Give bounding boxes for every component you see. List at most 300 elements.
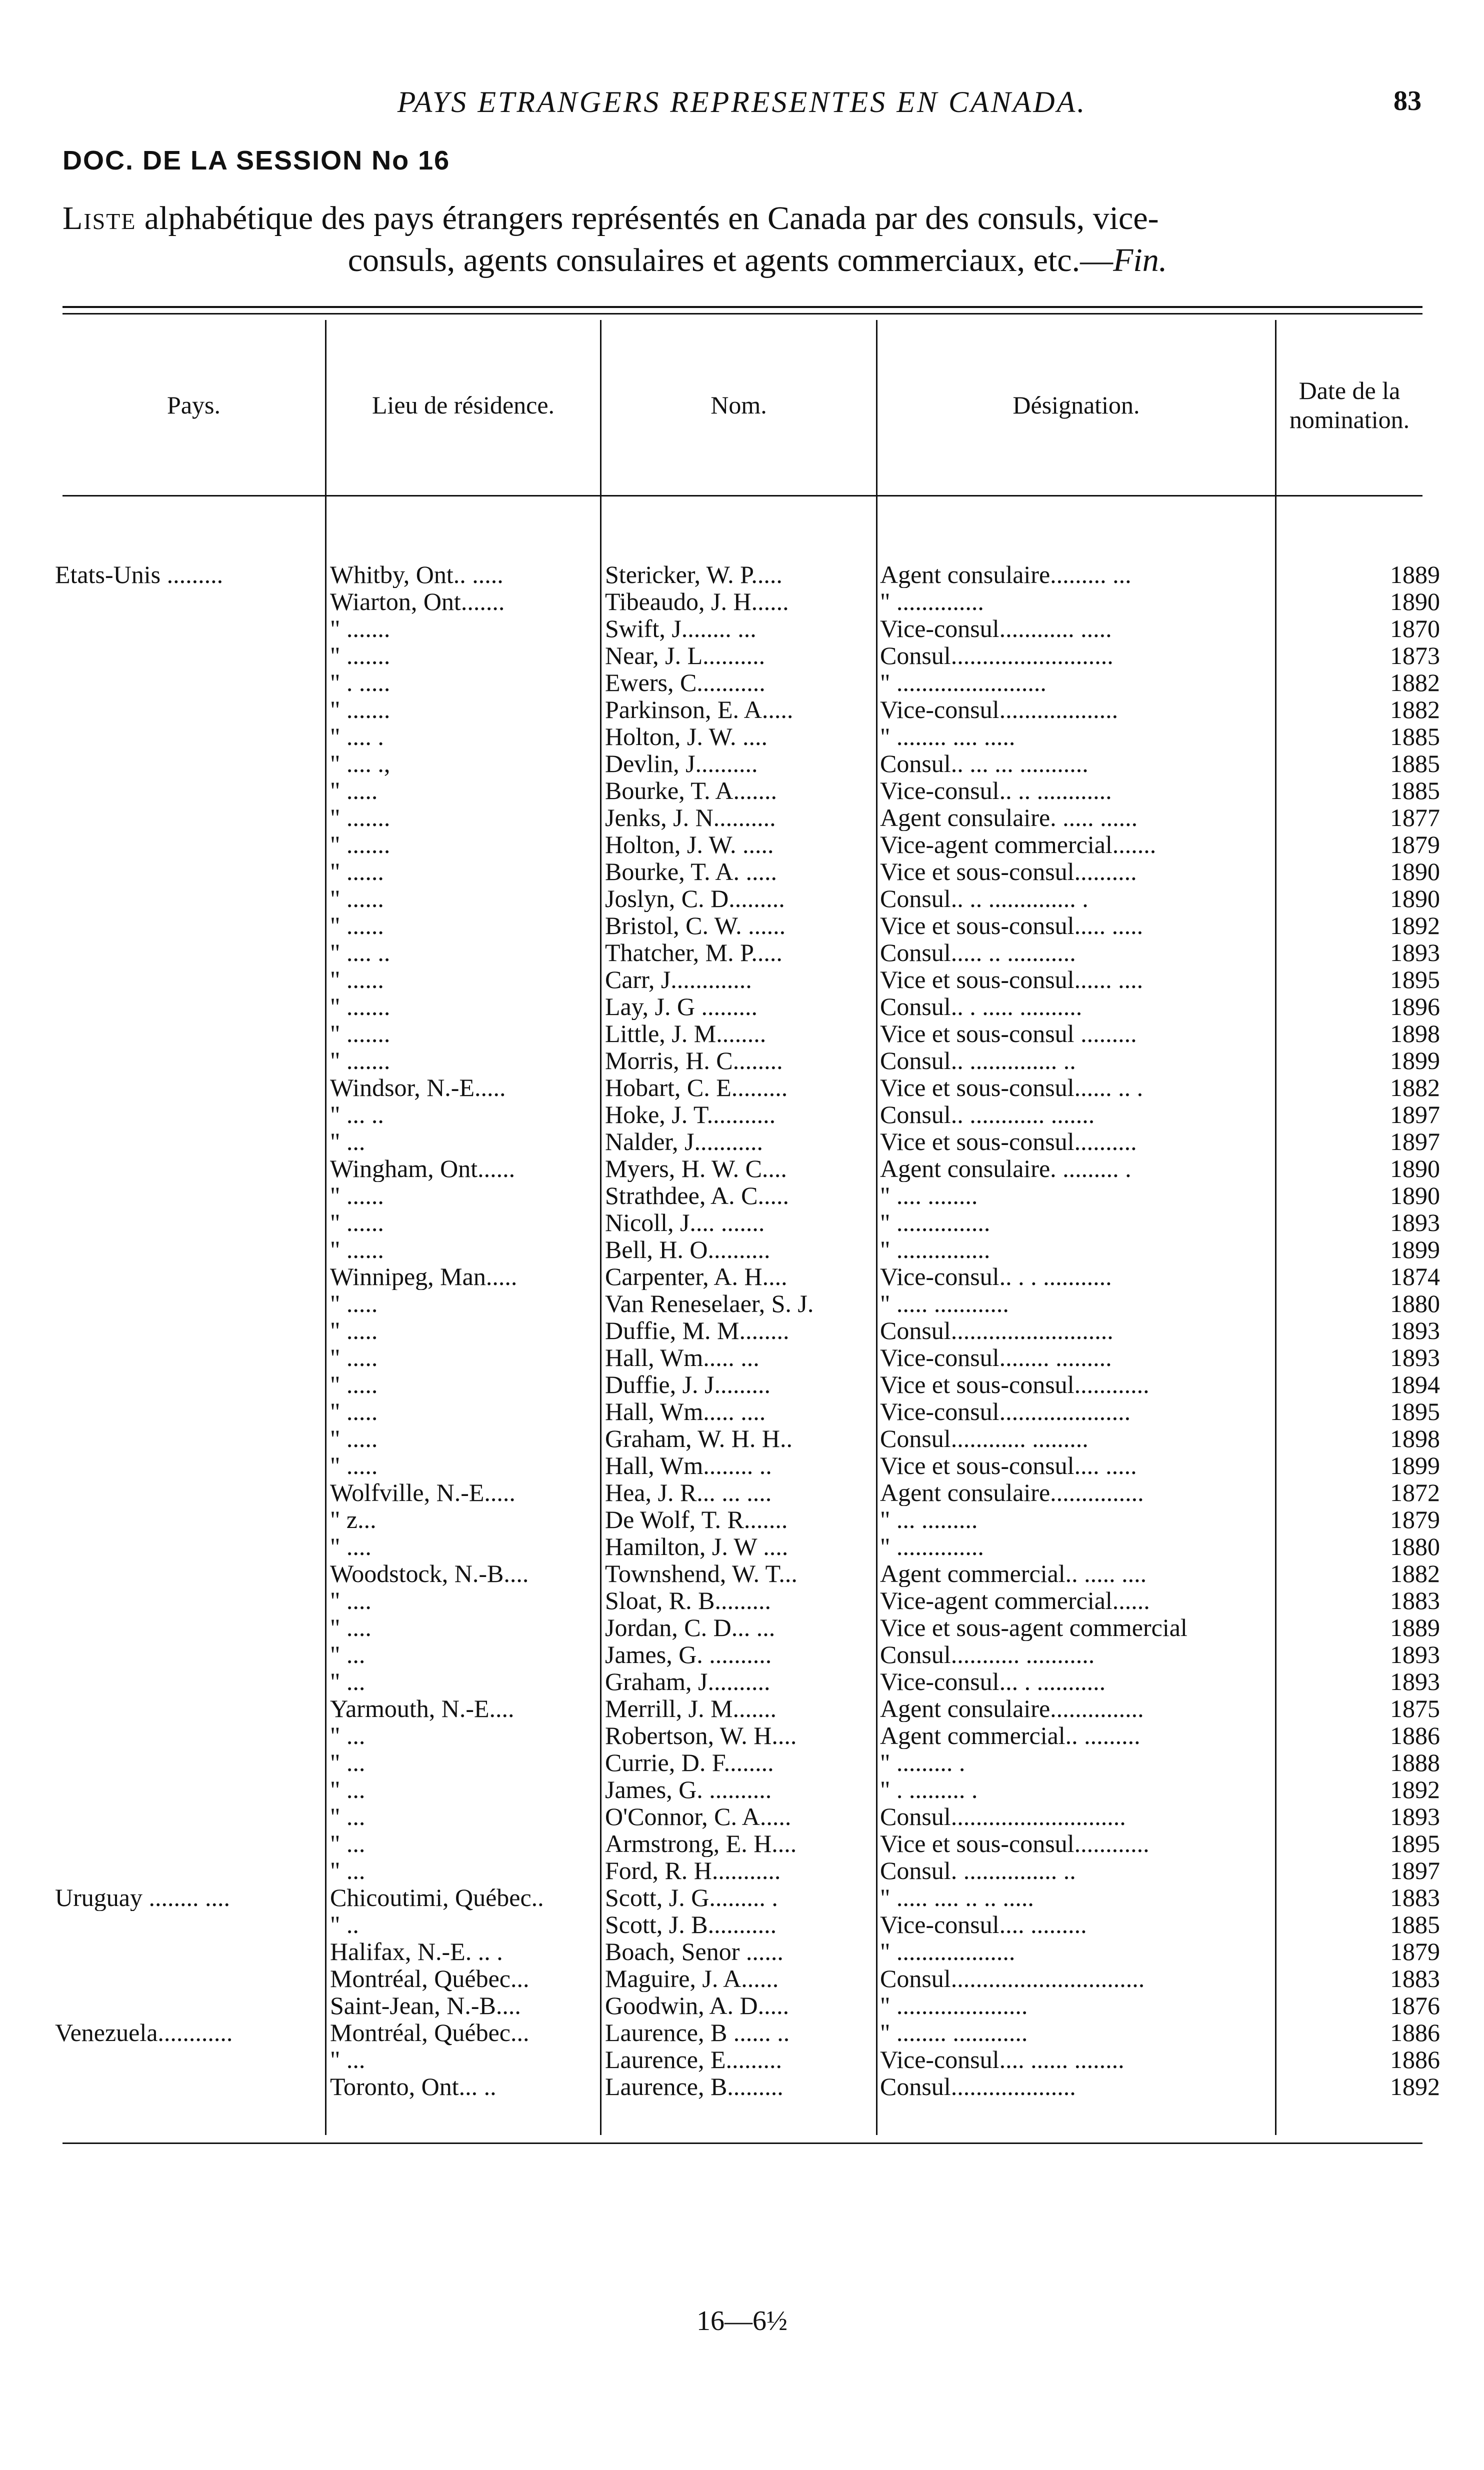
cell-nom: Near, J. L.......... <box>605 642 766 669</box>
cell-nom: Laurence, B ...... .. <box>605 2019 790 2046</box>
cell-lieu: " ...... <box>330 966 384 993</box>
cell-nom: Swift, J........ ... <box>605 615 756 642</box>
cell-nom: Sloat, R. B......... <box>605 1587 771 1614</box>
cell-lieu: " ..... <box>330 1452 378 1479</box>
cell-nom: Devlin, J.......... <box>605 750 758 777</box>
cell-lieu: Wiarton, Ont....... <box>330 588 505 615</box>
cell-pays: Venezuela............ <box>55 2019 233 2046</box>
table-row <box>0 912 1484 939</box>
cell-date: 1899 <box>1390 1452 1440 1479</box>
cell-des: Vice et sous-consul.......... <box>880 1128 1137 1155</box>
cell-nom: Parkinson, E. A..... <box>605 696 794 723</box>
table-row <box>0 966 1484 993</box>
table-row <box>0 588 1484 615</box>
table-row <box>0 1587 1484 1614</box>
cell-nom: Ewers, C........... <box>605 669 766 696</box>
cell-date: 1895 <box>1390 1830 1440 1857</box>
table-row <box>0 1722 1484 1749</box>
cell-nom: Duffie, M. M........ <box>605 1317 790 1344</box>
caption-fin: Fin. <box>1113 242 1168 278</box>
cell-des: Vice et sous-consul ......... <box>880 1020 1137 1047</box>
cell-lieu: " z... <box>330 1506 376 1533</box>
cell-date: 1898 <box>1390 1020 1440 1047</box>
table-row <box>0 1479 1484 1506</box>
cell-nom: Morris, H. C........ <box>605 1047 783 1074</box>
cell-date: 1886 <box>1390 2019 1440 2046</box>
cell-nom: O'Connor, C. A..... <box>605 1803 792 1830</box>
cell-lieu: " ... <box>330 1857 366 1884</box>
cell-lieu: " ... .. <box>330 1101 384 1128</box>
cell-des: Consul..... .. ........... <box>880 939 1076 966</box>
cell-des: Vice et sous-consul.......... <box>880 858 1137 885</box>
cell-date: 1898 <box>1390 1425 1440 1452</box>
cell-date: 1888 <box>1390 1749 1440 1776</box>
table-row <box>0 1074 1484 1101</box>
table-row <box>0 804 1484 831</box>
cell-nom: Laurence, B......... <box>605 2073 784 2100</box>
table-row <box>0 939 1484 966</box>
col-header-pays: Pays. <box>167 391 220 419</box>
cell-lieu: " ...... <box>330 1236 384 1263</box>
cell-des: " .............. <box>880 1533 984 1560</box>
table-row <box>0 1668 1484 1695</box>
caption-line1: alphabétique des pays étrangers représentés en Canada par des consuls, vice- <box>144 200 1159 236</box>
cell-des: " ......... . <box>880 1749 966 1776</box>
cell-nom: Van Reneselaer, S. J. <box>605 1290 814 1317</box>
cell-des: Consul. ............... .. <box>880 1857 1076 1884</box>
table-row <box>0 642 1484 669</box>
cell-lieu: Woodstock, N.-B.... <box>330 1560 529 1587</box>
table-row <box>0 885 1484 912</box>
cell-lieu: Chicoutimi, Québec.. <box>330 1884 544 1911</box>
cell-des: Consul.................... <box>880 2073 1076 2100</box>
bottom-rule <box>62 2142 1422 2144</box>
cell-date: 1895 <box>1390 966 1440 993</box>
table-row <box>0 1398 1484 1425</box>
cell-des: Consul.. . ..... .......... <box>880 993 1082 1020</box>
cell-date: 1892 <box>1390 1776 1440 1803</box>
cell-des: Vice-consul.. . . ........... <box>880 1263 1112 1290</box>
cell-des: Agent consulaire............... <box>880 1479 1144 1506</box>
cell-nom: Hall, Wm..... ... <box>605 1344 760 1371</box>
cell-des: Agent commercial.. ..... .... <box>880 1560 1147 1587</box>
cell-nom: Bourke, T. A. ..... <box>605 858 777 885</box>
table-row <box>0 669 1484 696</box>
cell-date: 1870 <box>1390 615 1440 642</box>
cell-pays: Etats-Unis ......... <box>55 561 224 588</box>
cell-lieu: " ....... <box>330 696 390 723</box>
cell-lieu: Halifax, N.-E. .. . <box>330 1938 503 1965</box>
page-number: 83 <box>1394 86 1422 116</box>
cell-nom: Graham, J.......... <box>605 1668 770 1695</box>
table-row <box>0 1155 1484 1182</box>
cell-lieu: " ..... <box>330 1398 378 1425</box>
cell-des: Consul.. ............ ....... <box>880 1101 1095 1128</box>
table-row <box>0 993 1484 1020</box>
cell-nom: Nalder, J........... <box>605 1128 763 1155</box>
header-rule <box>62 495 1422 496</box>
cell-nom: Graham, W. H. H.. <box>605 1425 792 1452</box>
cell-date: 1899 <box>1390 1236 1440 1263</box>
cell-lieu: " ....... <box>330 615 390 642</box>
cell-des: Vice et sous-agent commercial <box>880 1614 1188 1641</box>
cell-date: 1893 <box>1390 1668 1440 1695</box>
cell-des: Vice et sous-consul............ <box>880 1830 1150 1857</box>
cell-des: " ................... <box>880 1938 1016 1965</box>
table-row <box>0 1371 1484 1398</box>
table-row <box>0 858 1484 885</box>
cell-nom: Hea, J. R... ... .... <box>605 1479 772 1506</box>
cell-date: 1897 <box>1390 1857 1440 1884</box>
cell-date: 1879 <box>1390 1938 1440 1965</box>
cell-date: 1885 <box>1390 777 1440 804</box>
table-row <box>0 1290 1484 1317</box>
cell-date: 1872 <box>1390 1479 1440 1506</box>
cell-date: 1897 <box>1390 1128 1440 1155</box>
table-row <box>0 1830 1484 1857</box>
cell-date: 1892 <box>1390 912 1440 939</box>
table-row <box>0 1884 1484 1911</box>
cell-des: Vice-agent commercial....... <box>880 831 1156 858</box>
cell-date: 1892 <box>1390 2073 1440 2100</box>
cell-date: 1877 <box>1390 804 1440 831</box>
table-row <box>0 1911 1484 1938</box>
table-row <box>0 777 1484 804</box>
cell-lieu: " .... <box>330 1587 372 1614</box>
cell-lieu: " ... <box>330 1668 366 1695</box>
cell-lieu: " ...... <box>330 858 384 885</box>
cell-des: " .............. <box>880 588 984 615</box>
cell-date: 1889 <box>1390 1614 1440 1641</box>
cell-date: 1879 <box>1390 1506 1440 1533</box>
table-row <box>0 1317 1484 1344</box>
cell-des: " ........ .... ..... <box>880 723 1016 750</box>
table-row <box>0 1020 1484 1047</box>
cell-nom: Maguire, J. A...... <box>605 1965 779 1992</box>
col-header-lieu: Lieu de résidence. <box>372 391 555 419</box>
cell-date: 1895 <box>1390 1398 1440 1425</box>
cell-nom: Duffie, J. J......... <box>605 1371 771 1398</box>
table-row <box>0 1965 1484 1992</box>
cell-nom: Jenks, J. N.......... <box>605 804 776 831</box>
cell-lieu: Yarmouth, N.-E.... <box>330 1695 514 1722</box>
cell-lieu: Wolfville, N.-E..... <box>330 1479 516 1506</box>
cell-date: 1883 <box>1390 1965 1440 1992</box>
cell-nom: Tibeaudo, J. H...... <box>605 588 789 615</box>
cell-date: 1885 <box>1390 1911 1440 1938</box>
table-row <box>0 1857 1484 1884</box>
table-row <box>0 615 1484 642</box>
cell-nom: Hall, Wm........ .. <box>605 1452 772 1479</box>
cell-nom: Holton, J. W. .... <box>605 723 768 750</box>
table-row <box>0 1182 1484 1209</box>
table-row <box>0 561 1484 588</box>
table-row <box>0 1992 1484 2019</box>
cell-des: Vice et sous-consul............ <box>880 1371 1150 1398</box>
cell-des: Consul........... ........... <box>880 1641 1095 1668</box>
cell-lieu: " ..... <box>330 1425 378 1452</box>
cell-lieu: " ....... <box>330 1020 390 1047</box>
cell-lieu: " .... ., <box>330 750 390 777</box>
cell-date: 1880 <box>1390 1290 1440 1317</box>
cell-date: 1893 <box>1390 1317 1440 1344</box>
table-row <box>0 1209 1484 1236</box>
cell-des: Vice-consul.... ......... <box>880 1911 1087 1938</box>
cell-nom: James, G. .......... <box>605 1776 772 1803</box>
cell-des: Consul.......................... <box>880 642 1114 669</box>
table-row <box>0 2046 1484 2073</box>
cell-date: 1890 <box>1390 858 1440 885</box>
running-title: PAYS ETRANGERS REPRESENTES EN CANADA. <box>397 86 1087 118</box>
cell-date: 1875 <box>1390 1695 1440 1722</box>
cell-lieu: " ... <box>330 1749 366 1776</box>
cell-lieu: " .... .. <box>330 939 390 966</box>
cell-nom: Merrill, J. M....... <box>605 1695 777 1722</box>
cell-date: 1882 <box>1390 1560 1440 1587</box>
page-footer: 16—6½ <box>696 2306 788 2336</box>
top-rule <box>62 306 1422 308</box>
cell-nom: Bourke, T. A....... <box>605 777 777 804</box>
col-header-nom: Nom. <box>710 391 767 419</box>
cell-des: " . ......... . <box>880 1776 978 1803</box>
cell-nom: De Wolf, T. R....... <box>605 1506 788 1533</box>
table-row <box>0 1560 1484 1587</box>
cell-nom: Scott, J. B........... <box>605 1911 777 1938</box>
table-row <box>0 1749 1484 1776</box>
table-row <box>0 723 1484 750</box>
cell-nom: Hoke, J. T........... <box>605 1101 776 1128</box>
cell-lieu: Montréal, Québec... <box>330 2019 530 2046</box>
caption-line2: consuls, agents consulaires et agents commerciaux, etc.— <box>348 242 1114 278</box>
cell-des: Vice-consul... . ........... <box>880 1668 1106 1695</box>
cell-lieu: " ...... <box>330 1182 384 1209</box>
table-row <box>0 831 1484 858</box>
cell-des: " ............... <box>880 1236 990 1263</box>
cell-lieu: " ... <box>330 1776 366 1803</box>
cell-nom: Joslyn, C. D......... <box>605 885 785 912</box>
cell-lieu: " ... <box>330 2046 366 2073</box>
cell-lieu: " ..... <box>330 1290 378 1317</box>
cell-des: Vice-consul..................... <box>880 1398 1131 1425</box>
cell-nom: Holton, J. W. ..... <box>605 831 774 858</box>
cell-lieu: " ....... <box>330 642 390 669</box>
cell-lieu: " ....... <box>330 1047 390 1074</box>
cell-date: 1883 <box>1390 1587 1440 1614</box>
cell-lieu: Wingham, Ont...... <box>330 1155 516 1182</box>
table-row <box>0 2019 1484 2046</box>
cell-lieu: " .. <box>330 1911 359 1938</box>
cell-date: 1893 <box>1390 1209 1440 1236</box>
cell-lieu: " . ..... <box>330 669 390 696</box>
cell-nom: Goodwin, A. D..... <box>605 1992 790 2019</box>
cell-des: Agent consulaire. ..... ...... <box>880 804 1138 831</box>
cell-des: " ..... ............ <box>880 1290 1009 1317</box>
cell-des: Vice-consul.... ...... ........ <box>880 2046 1124 2073</box>
cell-date: 1885 <box>1390 750 1440 777</box>
cell-des: Consul............................... <box>880 1965 1145 1992</box>
cell-nom: Strathdee, A. C..... <box>605 1182 790 1209</box>
cell-des: Consul.. .............. .. <box>880 1047 1076 1074</box>
cell-des: Vice et sous-consul...... .. . <box>880 1074 1144 1101</box>
cell-lieu: " ... <box>330 1128 366 1155</box>
cell-nom: Scott, J. G......... . <box>605 1884 778 1911</box>
cell-nom: Laurence, E......... <box>605 2046 782 2073</box>
table-row <box>0 1938 1484 1965</box>
cell-date: 1886 <box>1390 2046 1440 2073</box>
session-label: DOC. DE LA SESSION No 16 <box>62 146 450 176</box>
cell-nom: Boach, Senor ...... <box>605 1938 784 1965</box>
cell-nom: Little, J. M........ <box>605 1020 766 1047</box>
cell-nom: James, G. .......... <box>605 1641 772 1668</box>
cell-lieu: " ...... <box>330 1209 384 1236</box>
cell-lieu: " ..... <box>330 1344 378 1371</box>
cell-des: Agent consulaire......... ... <box>880 561 1132 588</box>
cell-date: 1893 <box>1390 1803 1440 1830</box>
cell-lieu: " ...... <box>330 885 384 912</box>
cell-date: 1882 <box>1390 696 1440 723</box>
cell-des: Consul.......................... <box>880 1317 1114 1344</box>
cell-des: Vice et sous-consul.... ..... <box>880 1452 1137 1479</box>
table-row <box>0 1425 1484 1452</box>
cell-des: " ............... <box>880 1209 990 1236</box>
cell-nom: Bell, H. O.......... <box>605 1236 770 1263</box>
cell-date: 1885 <box>1390 723 1440 750</box>
cell-nom: Ford, R. H........... <box>605 1857 781 1884</box>
running-header <box>0 85 1484 120</box>
cell-nom: Hall, Wm..... .... <box>605 1398 766 1425</box>
cell-lieu: " ... <box>330 1641 366 1668</box>
cell-des: " ..................... <box>880 1992 1028 2019</box>
cell-date: 1882 <box>1390 1074 1440 1101</box>
cell-lieu: " ..... <box>330 1317 378 1344</box>
table-row <box>0 1614 1484 1641</box>
cell-nom: Robertson, W. H.... <box>605 1722 797 1749</box>
cell-des: Vice-consul................... <box>880 696 1118 723</box>
cell-des: Vice-consul............ ..... <box>880 615 1112 642</box>
cell-lieu: Whitby, Ont.. ..... <box>330 561 504 588</box>
table-row <box>0 1236 1484 1263</box>
cell-date: 1889 <box>1390 561 1440 588</box>
table-caption <box>62 198 1422 282</box>
cell-nom: Thatcher, M. P..... <box>605 939 782 966</box>
table-row <box>0 696 1484 723</box>
cell-pays: Uruguay ........ .... <box>55 1884 230 1911</box>
cell-nom: Carpenter, A. H.... <box>605 1263 788 1290</box>
table-row <box>0 1776 1484 1803</box>
cell-des: " ........ ............ <box>880 2019 1028 2046</box>
cell-des: Consul............................ <box>880 1803 1126 1830</box>
cell-lieu: " ....... <box>330 804 390 831</box>
cell-nom: Armstrong, E. H.... <box>605 1830 797 1857</box>
table-row <box>0 2073 1484 2100</box>
cell-date: 1890 <box>1390 1155 1440 1182</box>
cell-date: 1890 <box>1390 885 1440 912</box>
cell-nom: Hamilton, J. W .... <box>605 1533 788 1560</box>
table-row <box>0 1128 1484 1155</box>
cell-date: 1890 <box>1390 1182 1440 1209</box>
cell-lieu: " ....... <box>330 831 390 858</box>
cell-des: Agent consulaire............... <box>880 1695 1144 1722</box>
cell-lieu: Saint-Jean, N.-B.... <box>330 1992 521 2019</box>
cell-des: Vice-agent commercial...... <box>880 1587 1150 1614</box>
table-row <box>0 1533 1484 1560</box>
cell-date: 1896 <box>1390 993 1440 1020</box>
cell-lieu: " ... <box>330 1830 366 1857</box>
cell-nom: Myers, H. W. C.... <box>605 1155 787 1182</box>
cell-nom: Lay, J. G ......... <box>605 993 758 1020</box>
cell-date: 1893 <box>1390 1641 1440 1668</box>
cell-lieu: " ... <box>330 1722 366 1749</box>
cell-des: Consul.. ... ... ........... <box>880 750 1088 777</box>
cell-nom: Bristol, C. W. ...... <box>605 912 786 939</box>
cell-des: " ... ......... <box>880 1506 978 1533</box>
cell-date: 1899 <box>1390 1047 1440 1074</box>
cell-date: 1880 <box>1390 1533 1440 1560</box>
table-row <box>0 1695 1484 1722</box>
cell-nom: Carr, J............. <box>605 966 752 993</box>
table-row <box>0 1803 1484 1830</box>
cell-des: " .... ........ <box>880 1182 978 1209</box>
cell-des: Vice-consul.. .. ............ <box>880 777 1112 804</box>
table-row <box>0 750 1484 777</box>
table-row <box>0 1506 1484 1533</box>
cell-des: Agent commercial.. ......... <box>880 1722 1140 1749</box>
cell-date: 1876 <box>1390 1992 1440 2019</box>
cell-date: 1897 <box>1390 1101 1440 1128</box>
table-row <box>0 1452 1484 1479</box>
cell-des: Agent consulaire. ......... . <box>880 1155 1132 1182</box>
table-row <box>0 1344 1484 1371</box>
cell-lieu: " .... <box>330 1533 372 1560</box>
cell-lieu: Montréal, Québec... <box>330 1965 530 1992</box>
cell-des: Vice et sous-consul...... .... <box>880 966 1144 993</box>
cell-nom: Townshend, W. T... <box>605 1560 798 1587</box>
cell-des: Vice et sous-consul..... ..... <box>880 912 1144 939</box>
cell-des: Consul............ ......... <box>880 1425 1088 1452</box>
cell-nom: Nicoll, J.... ....... <box>605 1209 765 1236</box>
col-header-designation: Désignation. <box>1012 391 1140 419</box>
cell-des: Vice-consul........ ......... <box>880 1344 1112 1371</box>
cell-lieu: Winnipeg, Man..... <box>330 1263 518 1290</box>
table-row <box>0 1641 1484 1668</box>
cell-nom: Currie, D. F........ <box>605 1749 774 1776</box>
cell-lieu: " ...... <box>330 912 384 939</box>
cell-date: 1890 <box>1390 588 1440 615</box>
table-row <box>0 1101 1484 1128</box>
cell-nom: Hobart, C. E......... <box>605 1074 788 1101</box>
cell-date: 1873 <box>1390 642 1440 669</box>
cell-lieu: " .... . <box>330 723 384 750</box>
cell-des: Consul.. .. .............. . <box>880 885 1088 912</box>
cell-date: 1874 <box>1390 1263 1440 1290</box>
table-row <box>0 1263 1484 1290</box>
cell-des: " ........................ <box>880 669 1046 696</box>
cell-lieu: " ... <box>330 1803 366 1830</box>
cell-lieu: " .... <box>330 1614 372 1641</box>
cell-date: 1882 <box>1390 669 1440 696</box>
cell-lieu: Windsor, N.-E..... <box>330 1074 506 1101</box>
cell-lieu: " ..... <box>330 777 378 804</box>
cell-nom: Stericker, W. P..... <box>605 561 782 588</box>
cell-date: 1879 <box>1390 831 1440 858</box>
cell-lieu: " ....... <box>330 993 390 1020</box>
cell-nom: Jordan, C. D... ... <box>605 1614 776 1641</box>
cell-date: 1893 <box>1390 1344 1440 1371</box>
top-rule-2 <box>62 313 1422 314</box>
cell-lieu: Toronto, Ont... .. <box>330 2073 496 2100</box>
cell-date: 1894 <box>1390 1371 1440 1398</box>
cell-lieu: " ..... <box>330 1371 378 1398</box>
